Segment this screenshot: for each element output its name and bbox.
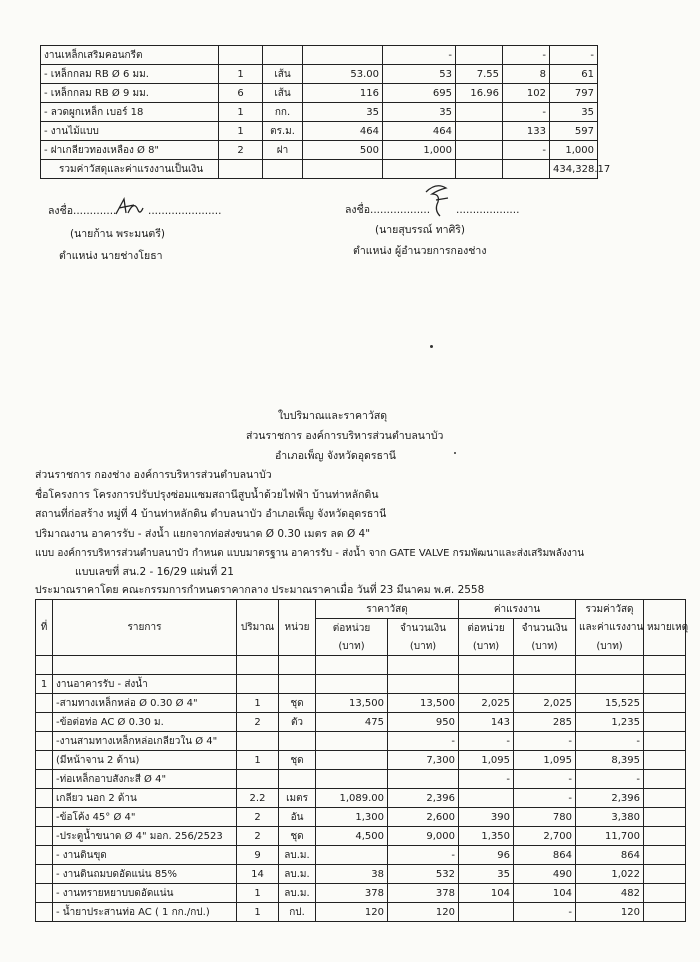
main-cost-table bbox=[35, 599, 689, 922]
left-signer-position: ตำแหน่ง นายช่างโยธา bbox=[59, 250, 163, 262]
main-cell-row-no bbox=[36, 808, 53, 827]
main-cell-row-no bbox=[36, 656, 53, 675]
main-table-row bbox=[36, 694, 686, 713]
main-cell-labour-amount: 1,095 bbox=[514, 751, 576, 770]
right-signer-name: (นายสุบรรณ์ ทาศิริ) bbox=[375, 224, 465, 236]
main-table-row bbox=[36, 789, 686, 808]
detail-department: ส่วนราชการ กองช่าง องค์การบริหารส่วนตำบลนาบัว bbox=[35, 469, 272, 481]
main-cell-remark bbox=[644, 656, 686, 675]
main-cell-labour-per-unit: 104 bbox=[459, 884, 514, 903]
main-cell-unit: ลบ.ม. bbox=[279, 884, 316, 903]
main-cell-unit bbox=[279, 656, 316, 675]
main-cell-material-amount: 532 bbox=[388, 865, 459, 884]
main-cell-item bbox=[53, 656, 237, 675]
top-cell-mat-unit: 53.00 bbox=[303, 65, 383, 84]
top-table-row bbox=[41, 103, 598, 122]
main-cell-total: 11,700 bbox=[576, 827, 644, 846]
main-cell-total bbox=[576, 675, 644, 694]
top-cell-mat-unit bbox=[303, 46, 383, 65]
main-cell-item: -งานสามทางเหล็กหล่อเกลียวใน Ø 4" bbox=[53, 732, 237, 751]
top-cell-qty: 6 bbox=[219, 84, 263, 103]
top-cell-unit: ฝา bbox=[263, 141, 303, 160]
main-cell-unit: กป. bbox=[279, 903, 316, 922]
main-cell-item: - งานดินถมบดอัดแน่น 85% bbox=[53, 865, 237, 884]
top-cell-qty bbox=[219, 46, 263, 65]
top-cell-sum: 35 bbox=[550, 103, 598, 122]
main-cell-remark bbox=[644, 827, 686, 846]
main-cell-material-amount: 378 bbox=[388, 884, 459, 903]
main-cell-row-no bbox=[36, 713, 53, 732]
main-cell-item: -ท่อเหล็กอาบสังกะสี Ø 4" bbox=[53, 770, 237, 789]
top-cell-mat-unit: 500 bbox=[303, 141, 383, 160]
main-cell-item: -ข้อโค้ง 45° Ø 4" bbox=[53, 808, 237, 827]
main-cell-labour-per-unit bbox=[459, 789, 514, 808]
main-cell-remark bbox=[644, 675, 686, 694]
scan-speck bbox=[430, 345, 433, 348]
main-cell-labour-amount: 864 bbox=[514, 846, 576, 865]
main-cell-remark bbox=[644, 903, 686, 922]
main-cell-material-per-unit: 1,300 bbox=[316, 808, 388, 827]
main-table-row bbox=[36, 675, 686, 694]
header-material-per-unit: ต่อหน่วย bbox=[316, 619, 388, 638]
main-cell-unit bbox=[279, 770, 316, 789]
main-cell-labour-per-unit: 1,350 bbox=[459, 827, 514, 846]
top-cell-unit: เส้น bbox=[263, 65, 303, 84]
main-cell-item: งานอาคารรับ - ส่งน้ำ bbox=[53, 675, 237, 694]
main-cell-labour-per-unit: 143 bbox=[459, 713, 514, 732]
top-cell-item: - ฝาเกลียวทองเหลือง Ø 8" bbox=[41, 141, 219, 160]
main-cell-labour-amount: - bbox=[514, 732, 576, 751]
right-signer-position: ตำแหน่ง ผู้อำนวยการกองช่าง bbox=[353, 245, 487, 257]
main-cell-quantity: 2.2 bbox=[237, 789, 279, 808]
top-table-row bbox=[41, 65, 598, 84]
main-cell-row-no bbox=[36, 884, 53, 903]
left-sign-label: ลงชื่อ............. bbox=[48, 205, 117, 217]
main-cell-quantity bbox=[237, 675, 279, 694]
main-cell-item: เกลียว นอก 2 ด้าน bbox=[53, 789, 237, 808]
top-cell-item: - เหล็กกลม RB Ø 6 มม. bbox=[41, 65, 219, 84]
main-cell-labour-amount: - bbox=[514, 770, 576, 789]
header-remark: หมายเหตุ bbox=[644, 600, 686, 656]
main-cell-row-no bbox=[36, 732, 53, 751]
main-cell-material-amount: 950 bbox=[388, 713, 459, 732]
main-cell-labour-amount: - bbox=[514, 789, 576, 808]
top-table-row bbox=[41, 84, 598, 103]
main-cell-material-amount: 9,000 bbox=[388, 827, 459, 846]
detail-work-quantity: ปริมาณงาน อาคารรับ - ส่งน้ำ แยกจากท่อส่งขนาด Ø 0.30 เมตร ลด Ø 4" bbox=[35, 528, 371, 540]
main-cell-labour-per-unit bbox=[459, 656, 514, 675]
top-cell-lab-unit: 7.55 bbox=[456, 65, 503, 84]
main-cell-labour-per-unit: 96 bbox=[459, 846, 514, 865]
document-title: ใบปริมาณและราคาวัสดุ bbox=[278, 410, 388, 422]
main-cell-labour-per-unit: 35 bbox=[459, 865, 514, 884]
main-table-row bbox=[36, 846, 686, 865]
main-cell-row-no bbox=[36, 903, 53, 922]
header-no: ที่ bbox=[36, 600, 53, 656]
main-cell-total: 864 bbox=[576, 846, 644, 865]
main-cell-material-per-unit: 13,500 bbox=[316, 694, 388, 713]
main-cell-labour-amount bbox=[514, 675, 576, 694]
main-cell-material-per-unit bbox=[316, 846, 388, 865]
main-cell-quantity: 1 bbox=[237, 694, 279, 713]
main-cell-row-no bbox=[36, 694, 53, 713]
main-cell-quantity: 2 bbox=[237, 713, 279, 732]
header-labour: ค่าแรงงาน bbox=[459, 600, 576, 619]
main-cell-row-no: 1 bbox=[36, 675, 53, 694]
main-cell-unit: ชุด bbox=[279, 694, 316, 713]
top-cell-lab-total: 133 bbox=[503, 122, 550, 141]
detail-location: สถานที่ก่อสร้าง หมู่ที่ 4 บ้านท่าหลักดิน ตำบลนาบัว อำเภอเพ็ญ จังหวัดอุดรธานี bbox=[35, 508, 387, 520]
header-labour-amount: จำนวนเงิน bbox=[514, 619, 576, 638]
header-item: รายการ bbox=[53, 600, 237, 656]
main-cell-labour-per-unit: 390 bbox=[459, 808, 514, 827]
main-cell-labour-amount: 2,025 bbox=[514, 694, 576, 713]
agency-line: ส่วนราชการ องค์การบริหารส่วนตำบลนาบัว bbox=[246, 430, 444, 442]
main-cell-labour-amount bbox=[514, 656, 576, 675]
main-cell-material-amount bbox=[388, 656, 459, 675]
top-total-value: 434,328.17 bbox=[550, 160, 598, 179]
main-cell-remark bbox=[644, 713, 686, 732]
main-cell-material-amount: - bbox=[388, 846, 459, 865]
main-cell-material-amount: - bbox=[388, 732, 459, 751]
main-cell-material-per-unit: 1,089.00 bbox=[316, 789, 388, 808]
top-cell-item: - เหล็กกลม RB Ø 9 มม. bbox=[41, 84, 219, 103]
main-cell-quantity bbox=[237, 732, 279, 751]
top-cell-sum: 61 bbox=[550, 65, 598, 84]
main-cell-material-per-unit bbox=[316, 770, 388, 789]
right-signature-image bbox=[418, 180, 454, 220]
main-cell-total: - bbox=[576, 732, 644, 751]
main-cell-unit: อัน bbox=[279, 808, 316, 827]
main-cell-unit bbox=[279, 732, 316, 751]
main-cell-labour-per-unit bbox=[459, 675, 514, 694]
main-cell-material-per-unit: 4,500 bbox=[316, 827, 388, 846]
main-cell-labour-per-unit: - bbox=[459, 732, 514, 751]
main-cell-total: 482 bbox=[576, 884, 644, 903]
main-cell-total: 8,395 bbox=[576, 751, 644, 770]
main-cell-quantity: 2 bbox=[237, 827, 279, 846]
top-cell-qty: 1 bbox=[219, 122, 263, 141]
main-cell-material-per-unit: 378 bbox=[316, 884, 388, 903]
top-cell-sum: 1,000 bbox=[550, 141, 598, 160]
top-cell-sum: 597 bbox=[550, 122, 598, 141]
top-cell-sum: - bbox=[550, 46, 598, 65]
right-sign-label: ลงชื่อ.................. bbox=[345, 204, 431, 216]
main-cell-remark bbox=[644, 789, 686, 808]
detail-drawing-no: แบบเลขที่ สน.2 - 16/29 แผ่นที่ 21 bbox=[75, 566, 234, 578]
main-cell-labour-per-unit bbox=[459, 903, 514, 922]
top-cell-lab-unit bbox=[456, 141, 503, 160]
main-cell-labour-amount: 780 bbox=[514, 808, 576, 827]
top-cell-lab-unit bbox=[456, 103, 503, 122]
main-cell-remark bbox=[644, 751, 686, 770]
main-cell-row-no bbox=[36, 865, 53, 884]
main-cell-labour-amount: 104 bbox=[514, 884, 576, 903]
detail-project: ชื่อโครงการ โครงการปรับปรุงซ่อมแซมสถานีสูบน้ำด้วยไฟฟ้า บ้านท่าหลักดิน bbox=[35, 489, 379, 501]
main-cell-remark bbox=[644, 694, 686, 713]
main-cell-quantity: 2 bbox=[237, 808, 279, 827]
top-cell-mat-total: 464 bbox=[383, 122, 456, 141]
header-baht: (บาท) bbox=[316, 637, 388, 656]
main-cell-material-per-unit bbox=[316, 751, 388, 770]
top-cell-mat-total: 695 bbox=[383, 84, 456, 103]
top-cell-lab-unit: 16.96 bbox=[456, 84, 503, 103]
main-cell-total bbox=[576, 656, 644, 675]
main-cell-material-amount: 120 bbox=[388, 903, 459, 922]
top-cell-lab-total: - bbox=[503, 103, 550, 122]
main-cell-row-no bbox=[36, 770, 53, 789]
main-table-row bbox=[36, 903, 686, 922]
main-cell-quantity: 1 bbox=[237, 751, 279, 770]
district-line: อำเภอเพ็ญ จังหวัดอุดรธานี bbox=[275, 450, 396, 462]
header-baht: (บาท) bbox=[459, 637, 514, 656]
main-cell-material-amount bbox=[388, 675, 459, 694]
main-cell-material-per-unit bbox=[316, 675, 388, 694]
main-cell-quantity: 14 bbox=[237, 865, 279, 884]
top-cell-lab-total: - bbox=[503, 141, 550, 160]
detail-estimate-date: ประมาณราคาโดย คณะกรรมการกำหนดราคากลาง ประมาณราคาเมื่อ วันที่ 23 มีนาคม พ.ศ. 2558 bbox=[35, 584, 485, 596]
top-cell-qty: 2 bbox=[219, 141, 263, 160]
left-sign-dots: ...................... bbox=[148, 205, 222, 217]
top-cell-mat-total: 1,000 bbox=[383, 141, 456, 160]
main-cell-quantity bbox=[237, 770, 279, 789]
main-cell-remark bbox=[644, 865, 686, 884]
top-cell-sum: 797 bbox=[550, 84, 598, 103]
top-cost-table bbox=[40, 45, 611, 179]
top-total-row bbox=[41, 160, 598, 179]
main-cell-material-amount: 2,600 bbox=[388, 808, 459, 827]
top-cell-unit: เส้น bbox=[263, 84, 303, 103]
main-cell-unit bbox=[279, 675, 316, 694]
main-cell-row-no bbox=[36, 751, 53, 770]
main-cell-remark bbox=[644, 808, 686, 827]
main-cell-labour-amount: 490 bbox=[514, 865, 576, 884]
top-cell-qty: 1 bbox=[219, 103, 263, 122]
main-cell-material-amount: 7,300 bbox=[388, 751, 459, 770]
main-cell-labour-amount: 2,700 bbox=[514, 827, 576, 846]
main-table-row bbox=[36, 865, 686, 884]
main-table-row bbox=[36, 827, 686, 846]
header-material-amount: จำนวนเงิน bbox=[388, 619, 459, 638]
top-cell-lab-total: - bbox=[503, 46, 550, 65]
main-cell-labour-per-unit: 1,095 bbox=[459, 751, 514, 770]
main-table-row bbox=[36, 656, 686, 675]
main-cell-remark bbox=[644, 884, 686, 903]
header-labour-per-unit: ต่อหน่วย bbox=[459, 619, 514, 638]
main-cell-unit: ชุด bbox=[279, 827, 316, 846]
main-cell-unit: ตัว bbox=[279, 713, 316, 732]
top-cell-unit: ตร.ม. bbox=[263, 122, 303, 141]
main-table-row bbox=[36, 732, 686, 751]
top-cell-unit bbox=[263, 46, 303, 65]
main-cell-remark bbox=[644, 732, 686, 751]
main-cell-quantity bbox=[237, 656, 279, 675]
main-cell-item: - งานทรายหยาบบดอัดแน่น bbox=[53, 884, 237, 903]
main-cell-material-per-unit: 475 bbox=[316, 713, 388, 732]
header-quantity: ปริมาณ bbox=[237, 600, 279, 656]
main-cell-total: - bbox=[576, 770, 644, 789]
top-cell-mat-total: 35 bbox=[383, 103, 456, 122]
main-cell-material-per-unit: 120 bbox=[316, 903, 388, 922]
main-table-row bbox=[36, 808, 686, 827]
top-cell-lab-total: 8 bbox=[503, 65, 550, 84]
main-cell-labour-per-unit: 2,025 bbox=[459, 694, 514, 713]
main-cell-item: (มีหน้าจาน 2 ด้าน) bbox=[53, 751, 237, 770]
main-cell-quantity: 9 bbox=[237, 846, 279, 865]
main-cell-quantity: 1 bbox=[237, 884, 279, 903]
top-cell-mat-unit: 116 bbox=[303, 84, 383, 103]
header-baht: (บาท) bbox=[514, 637, 576, 656]
main-cell-item: - น้ำยาประสานท่อ AC ( 1 กก./กป.) bbox=[53, 903, 237, 922]
main-cell-material-amount: 2,396 bbox=[388, 789, 459, 808]
main-cell-material-amount: 13,500 bbox=[388, 694, 459, 713]
main-cell-material-per-unit bbox=[316, 656, 388, 675]
main-cell-total: 3,380 bbox=[576, 808, 644, 827]
scan-speck bbox=[454, 452, 456, 454]
top-cell-mat-total: - bbox=[383, 46, 456, 65]
top-cell-unit: กก. bbox=[263, 103, 303, 122]
top-cell-mat-unit: 35 bbox=[303, 103, 383, 122]
main-table-row bbox=[36, 713, 686, 732]
top-table-row bbox=[41, 141, 598, 160]
main-cell-total: 15,525 bbox=[576, 694, 644, 713]
top-table-row bbox=[41, 122, 598, 141]
top-cell-qty: 1 bbox=[219, 65, 263, 84]
left-signer-name: (นายก้าน พระมนตรี) bbox=[70, 228, 165, 240]
main-cell-unit: ลบ.ม. bbox=[279, 865, 316, 884]
main-cell-total: 1,022 bbox=[576, 865, 644, 884]
header-sum-line2: และค่าแรงงาน bbox=[576, 619, 644, 638]
main-cell-total: 1,235 bbox=[576, 713, 644, 732]
main-cell-total: 120 bbox=[576, 903, 644, 922]
main-cell-total: 2,396 bbox=[576, 789, 644, 808]
main-table-row bbox=[36, 751, 686, 770]
main-cell-labour-amount: - bbox=[514, 903, 576, 922]
main-cell-unit: ลบ.ม. bbox=[279, 846, 316, 865]
top-cell-lab-total: 102 bbox=[503, 84, 550, 103]
header-material: ราคาวัสดุ bbox=[316, 600, 459, 619]
main-cell-item: -ข้อต่อท่อ AC Ø 0.30 ม. bbox=[53, 713, 237, 732]
main-cell-row-no bbox=[36, 846, 53, 865]
main-cell-item: -สามทางเหล็กหล่อ Ø 0.30 Ø 4" bbox=[53, 694, 237, 713]
main-cell-material-per-unit bbox=[316, 732, 388, 751]
main-cell-quantity: 1 bbox=[237, 903, 279, 922]
top-cell-mat-unit: 464 bbox=[303, 122, 383, 141]
main-cell-material-per-unit: 38 bbox=[316, 865, 388, 884]
main-table-row bbox=[36, 770, 686, 789]
main-cell-item: -ประตูน้ำขนาด Ø 4" มอก. 256/2523 bbox=[53, 827, 237, 846]
main-cell-labour-per-unit: - bbox=[459, 770, 514, 789]
main-header-row-1 bbox=[36, 600, 686, 619]
top-cell-item: - งานไม้แบบ bbox=[41, 122, 219, 141]
top-cell-lab-unit bbox=[456, 122, 503, 141]
main-table-row bbox=[36, 884, 686, 903]
main-cell-material-amount bbox=[388, 770, 459, 789]
main-cell-remark bbox=[644, 846, 686, 865]
header-sum-line1: รวมค่าวัสดุ bbox=[576, 600, 644, 619]
detail-design: แบบ องค์การบริหารส่วนตำบลนาบัว กำหนด แบบมาตรฐาน อาคารรับ - ส่งน้ำ จาก GATE VALVE กรมพัฒนาและส่งเสริมพลังงาน bbox=[35, 548, 585, 559]
top-cell-mat-total: 53 bbox=[383, 65, 456, 84]
header-baht: (บาท) bbox=[388, 637, 459, 656]
main-cell-row-no bbox=[36, 789, 53, 808]
main-cell-labour-amount: 285 bbox=[514, 713, 576, 732]
right-sign-dots: ................... bbox=[456, 204, 520, 216]
header-baht: (บาท) bbox=[576, 637, 644, 656]
header-unit: หน่วย bbox=[279, 600, 316, 656]
main-cell-row-no bbox=[36, 827, 53, 846]
top-cell-item: งานเหล็กเสริมคอนกรีต bbox=[41, 46, 219, 65]
main-cell-item: - งานดินขุด bbox=[53, 846, 237, 865]
top-table-row bbox=[41, 46, 598, 65]
main-cell-remark bbox=[644, 770, 686, 789]
top-cell-lab-unit bbox=[456, 46, 503, 65]
left-signature-image bbox=[112, 196, 146, 218]
top-total-label: รวมค่าวัสดุและค่าแรงงานเป็นเงิน bbox=[41, 160, 219, 179]
top-cell-item: - ลวดผูกเหล็ก เบอร์ 18 bbox=[41, 103, 219, 122]
main-cell-unit: ชุด bbox=[279, 751, 316, 770]
main-cell-unit: เมตร bbox=[279, 789, 316, 808]
